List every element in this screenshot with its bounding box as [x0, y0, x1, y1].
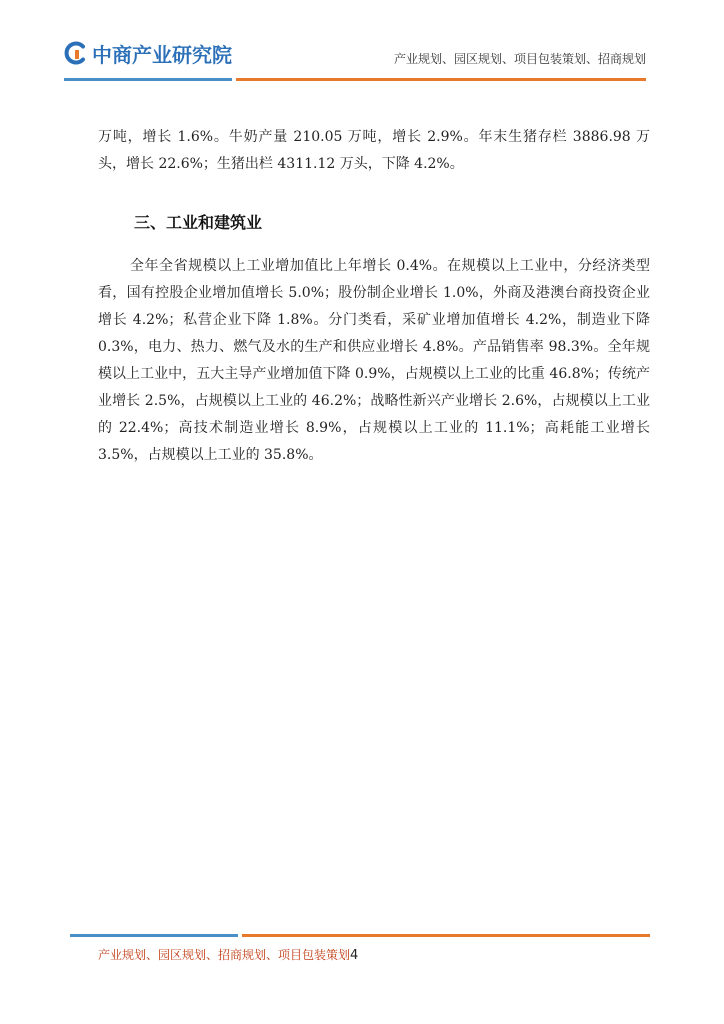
header-tagline: 产业规划、园区规划、项目包装策划、招商规划: [393, 52, 646, 66]
document-body: [98, 124, 650, 469]
footer-divider-orange: [242, 934, 650, 937]
logo: [64, 41, 232, 65]
footer-divider-blue: [70, 934, 238, 937]
header-divider-orange: [236, 78, 646, 81]
logo-text: 中商产业研究院: [92, 42, 232, 67]
section-heading: 三、工业和建筑业: [134, 213, 263, 232]
paragraph-industry: 全年全省规模以上工业增加值比上年增长 0.4%。在规模以上工业中，分经济类型看，国有控股企业增加值增长 5.0%；股份制企业增长 1.0%，外商及港澳台商投资企业增长 4.2%；私营企业下降 1.8%。分门类看，采矿业增加值增长 4.2%，制造业下降 0.3%，电力、热力、燃气及水的生产和供应业增长 4.8%。产品销售率 98.3%。全年规模以上工业中，五大主导产业增加值下降 0.9%，占规模以上工业的比重 46.8%；传统产业增长 2.5%，占规模以上工业的 46.2%；战略性新兴产业增长 2.6%，占规模以上工业的 22.4%；高技术制造业增长 8.9%，占规模以上工业的 11.1%；高耗能工业增长 3.5%，占规模以上工业的 35.8%。: [98, 258, 650, 463]
header-divider-blue: [64, 78, 232, 81]
page-footer: [98, 946, 358, 963]
circular-c-logo-icon: [64, 41, 88, 65]
paragraph-agriculture-tail: 万吨，增长 1.6%。牛奶产量 210.05 万吨，增长 2.9%。年末生猪存栏 3886.98 万头，增长 22.6%；生猪出栏 4311.12 万头，下降 4.2%。: [98, 129, 650, 172]
footer-tagline: 产业规划、园区规划、招商规划、项目包装策划: [98, 948, 351, 962]
page-number: 4: [350, 948, 359, 963]
page-header: [0, 0, 724, 90]
